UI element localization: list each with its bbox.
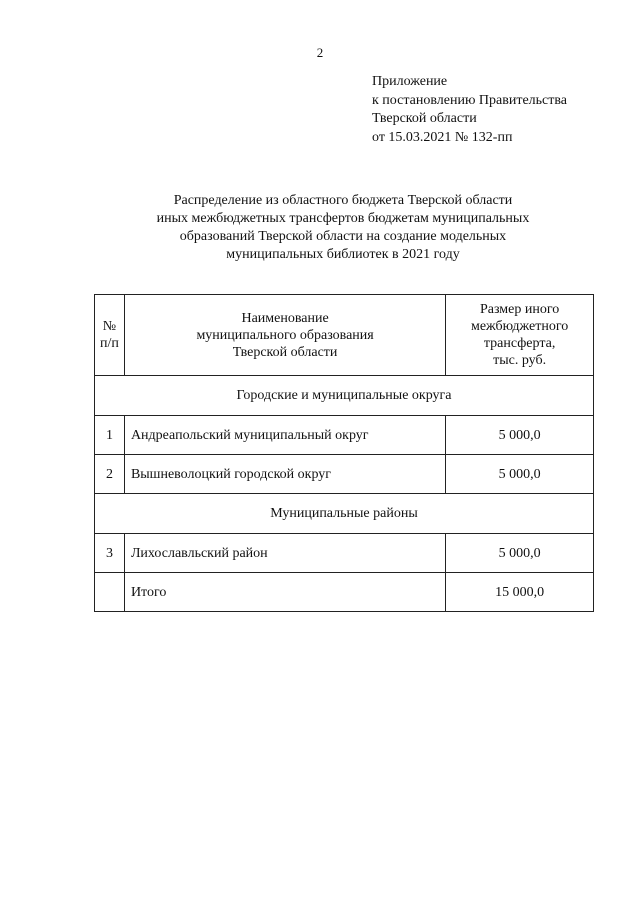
table-row <box>95 455 594 494</box>
row-amount-cell: 5 000,0 <box>446 534 594 573</box>
annex-block <box>372 73 567 147</box>
header-amount-line: трансферта, <box>483 336 556 351</box>
row-number-cell: 1 <box>95 416 125 455</box>
document-title <box>0 192 640 264</box>
total-number-cell <box>95 573 125 612</box>
annex-line: к постановлению Правительства <box>372 92 568 108</box>
title-line: образований Тверской области на создание модельных <box>179 229 507 244</box>
total-label-cell: Итого <box>124 573 445 612</box>
row-amount-cell: 5 000,0 <box>446 455 594 494</box>
page-number: 2 <box>316 45 324 60</box>
section-title-cell: Муниципальные районы <box>95 494 594 534</box>
annex-line: от 15.03.2021 № 132-пп <box>372 129 513 145</box>
header-number-cell <box>95 295 125 376</box>
header-name-line: Наименование <box>241 310 329 326</box>
header-name-line: Тверской области <box>232 344 338 360</box>
header-amount-cell <box>446 295 594 376</box>
header-name-cell <box>124 295 445 376</box>
section-title-cell: Городские и муниципальные округа <box>95 376 594 416</box>
header-number-line: п/п <box>100 336 119 351</box>
table-row <box>95 416 594 455</box>
row-name-cell: Вышневолоцкий городской округ <box>124 455 445 494</box>
total-amount-cell: 15 000,0 <box>446 573 594 612</box>
row-amount-cell: 5 000,0 <box>446 416 594 455</box>
title-line: иных межбюджетных трансфертов бюджетам муниципальных <box>156 211 530 226</box>
header-amount-line: тыс. руб. <box>493 353 547 368</box>
header-amount-line: межбюджетного <box>470 319 569 334</box>
title-line: Распределение из областного бюджета Тверской области <box>173 193 513 208</box>
header-amount-line: Размер иного <box>479 302 560 317</box>
section-row <box>95 376 594 416</box>
table-row <box>95 534 594 573</box>
row-number-cell: 3 <box>95 534 125 573</box>
row-number-cell: 2 <box>95 455 125 494</box>
total-row <box>95 573 594 612</box>
section-row <box>95 494 594 534</box>
annex-line: Приложение <box>372 74 448 89</box>
table-header-row <box>95 295 594 376</box>
row-name-cell: Лихославльский район <box>124 534 445 573</box>
annex-line: Тверской области <box>372 111 477 126</box>
title-line: муниципальных библиотек в 2021 году <box>226 247 460 262</box>
header-name-line: муниципального образования <box>196 327 374 343</box>
distribution-table <box>94 294 594 612</box>
row-name-cell: Андреапольский муниципальный округ <box>124 416 445 455</box>
header-number-line: № <box>102 319 117 334</box>
